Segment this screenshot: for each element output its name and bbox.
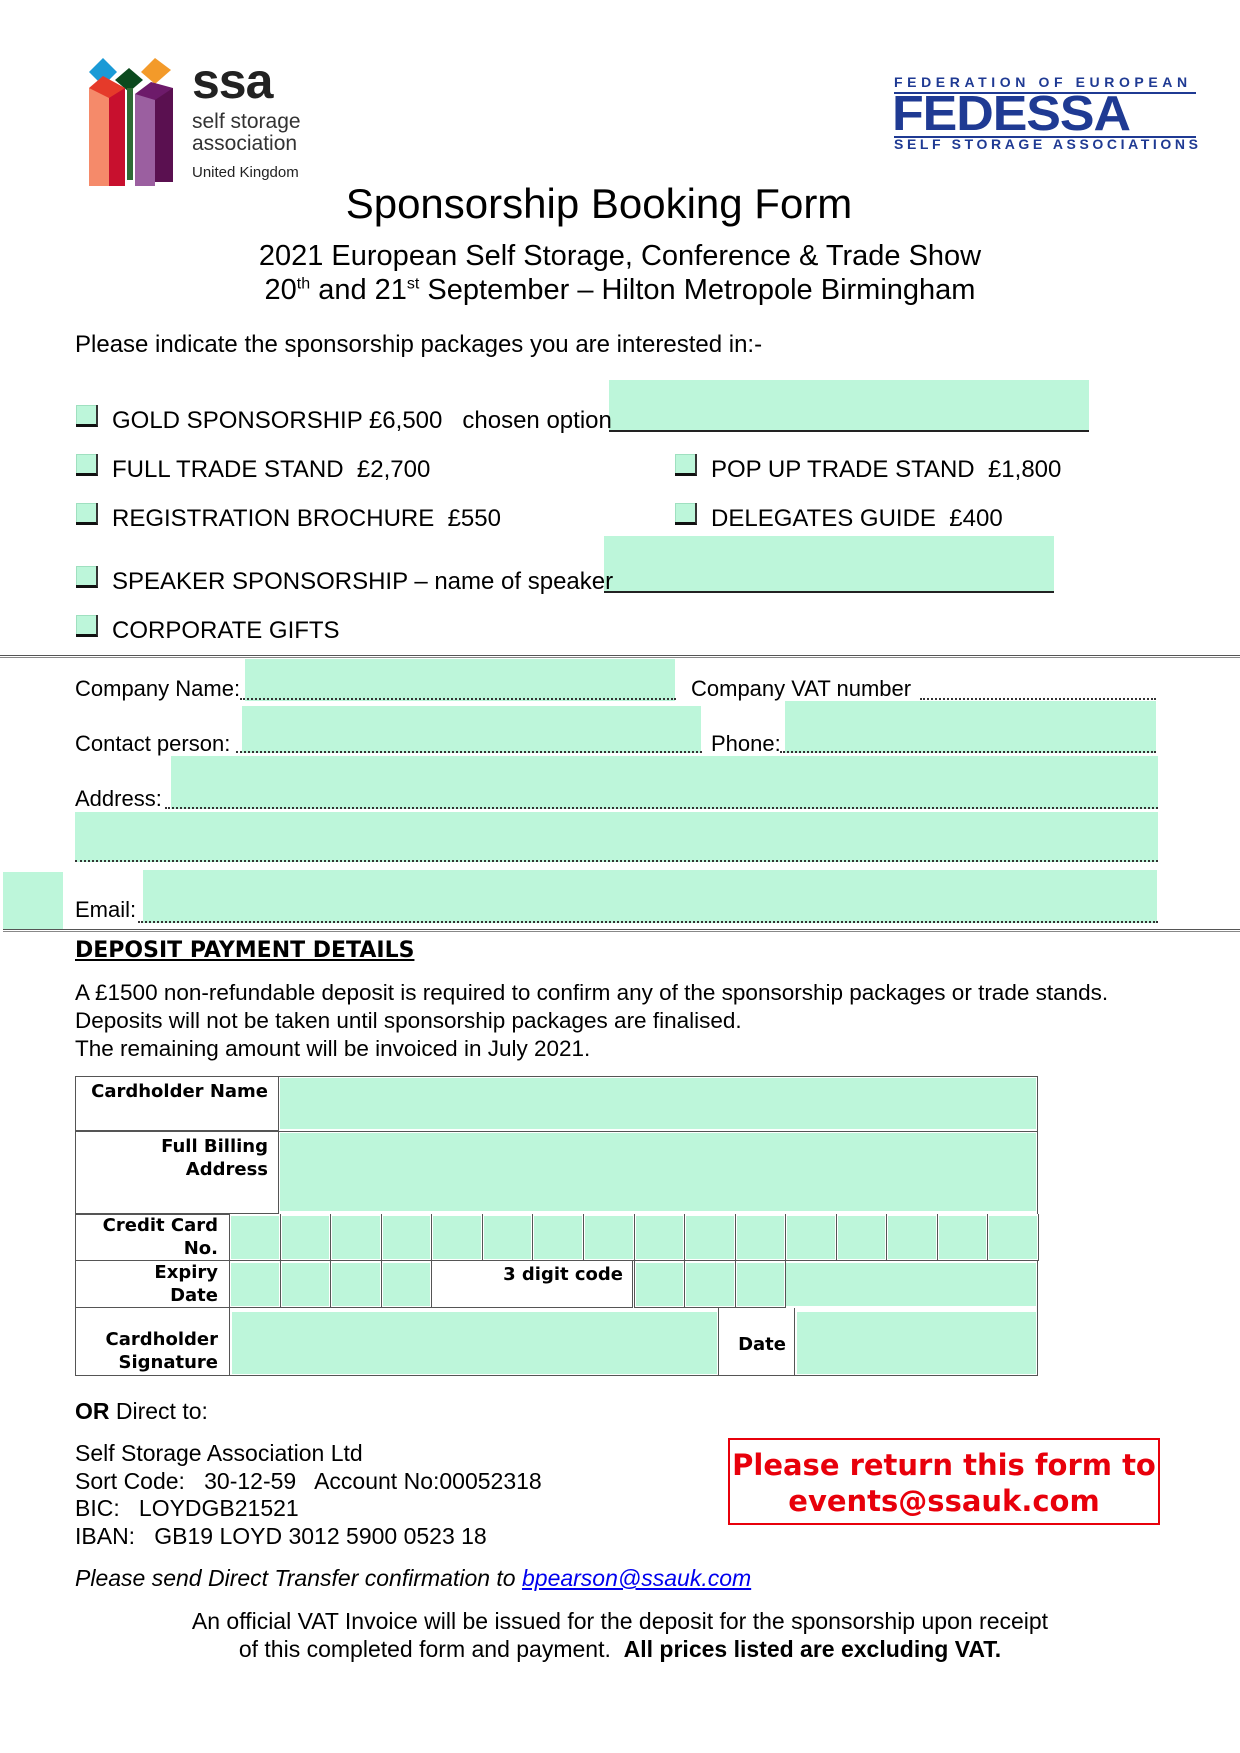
card-digit-input[interactable] xyxy=(282,1216,330,1259)
or-direct xyxy=(75,1398,208,1425)
full-trade-label: FULL TRADE STAND £2,700 xyxy=(112,456,431,483)
ssa-logo xyxy=(89,53,309,190)
bank-account-name: Self Storage Association Ltd xyxy=(75,1440,363,1466)
page-title: Sponsorship Booking Form xyxy=(345,180,853,227)
card-digit-input[interactable] xyxy=(636,1216,684,1259)
expiry-digit-input[interactable] xyxy=(282,1263,330,1306)
or-label: OR xyxy=(75,1398,110,1424)
expiry-digit-input[interactable] xyxy=(383,1263,431,1306)
card-digit-input[interactable] xyxy=(838,1216,886,1259)
card-digit-input[interactable] xyxy=(433,1216,481,1259)
card-digit-input[interactable] xyxy=(787,1216,835,1259)
signature-label-1: Cardholder xyxy=(105,1329,218,1350)
card-digit-input[interactable] xyxy=(383,1216,431,1259)
card-label-2: No. xyxy=(183,1238,218,1259)
address-label: Address: xyxy=(75,786,162,811)
company-name-input[interactable] xyxy=(245,659,675,701)
confirmation-email-link[interactable]: bpearson@ssauk.com xyxy=(521,1565,752,1591)
event-subtitle: 2021 European Self Storage, Conference & Trade Show xyxy=(258,240,982,272)
security-code-label: 3 digit code xyxy=(503,1264,623,1285)
deposit-line3: The remaining amount will be invoiced in July 2021. xyxy=(75,1036,591,1061)
confirmation-note xyxy=(75,1565,751,1592)
expiry-digit-input[interactable] xyxy=(332,1263,380,1306)
phone-label: Phone: xyxy=(711,731,781,756)
bank-bic: BIC: LOYDGB21521 xyxy=(75,1495,299,1521)
footer-line2-text: of this completed form and payment. xyxy=(238,1636,624,1662)
billing-address-input[interactable] xyxy=(280,1133,1036,1211)
sup-a: th xyxy=(296,275,311,293)
gold-checkbox[interactable] xyxy=(76,405,98,427)
security-code-digit-input[interactable] xyxy=(636,1263,684,1306)
guide-label: DELEGATES GUIDE £400 xyxy=(711,505,1003,532)
card-label-1: Credit Card xyxy=(102,1215,218,1236)
event-dates xyxy=(0,274,1240,307)
card-digit-input[interactable] xyxy=(737,1216,785,1259)
speaker-label: SPEAKER SPONSORSHIP – name of speaker xyxy=(112,568,614,595)
popup-label: POP UP TRADE STAND £1,800 xyxy=(711,456,1062,483)
date-c: September – Hilton Metropole Birmingham xyxy=(419,274,976,306)
return-email[interactable]: events@ssauk.com xyxy=(788,1484,1100,1518)
deposit-line2: Deposits will not be taken until sponsorship packages are finalised. xyxy=(75,1008,742,1033)
gold-label xyxy=(112,407,612,435)
card-digit-input[interactable] xyxy=(484,1216,532,1259)
side-field[interactable] xyxy=(3,872,63,930)
cardholder-name-label: Cardholder Name xyxy=(91,1081,268,1102)
ssa-wordmark: ssa xyxy=(192,53,273,109)
security-code-digit-input[interactable] xyxy=(686,1263,734,1306)
card-digit-input[interactable] xyxy=(989,1216,1037,1259)
contact-person-input[interactable] xyxy=(242,706,701,753)
return-line1: Please return this form to xyxy=(732,1448,1156,1482)
expiry-extra-input[interactable] xyxy=(786,1263,1036,1306)
direct-label: Direct to: xyxy=(109,1398,208,1424)
gifts-label: CORPORATE GIFTS xyxy=(112,617,340,644)
card-number-label xyxy=(80,1214,218,1260)
brochure-label: REGISTRATION BROCHURE £550 xyxy=(112,505,501,532)
brochure-checkbox[interactable] xyxy=(76,503,98,525)
fedessa-wordmark: FEDESSA xyxy=(892,87,1130,141)
card-digit-input[interactable] xyxy=(585,1216,633,1259)
vat-label: Company VAT number xyxy=(691,676,912,701)
ssa-line2: association xyxy=(192,132,298,155)
phone-input[interactable] xyxy=(785,701,1156,753)
footer-line1: An official VAT Invoice will be issued for the deposit for the sponsorship upon receipt xyxy=(191,1608,1049,1634)
expiry-label-2: Date xyxy=(170,1285,218,1306)
fedessa-logo xyxy=(894,74,1200,154)
address-input-2[interactable] xyxy=(75,812,1158,862)
speaker-checkbox[interactable] xyxy=(76,566,98,588)
signature-label-2: Signature xyxy=(118,1352,218,1373)
deposit-line1: A £1500 non-refundable deposit is required to confirm any of the sponsorship packages or trade stands. xyxy=(75,980,1109,1005)
security-code-digit-input[interactable] xyxy=(737,1263,785,1306)
speaker-name-input[interactable] xyxy=(604,536,1054,593)
expiry-label-1: Expiry xyxy=(154,1262,218,1283)
contact-label: Contact person: xyxy=(75,731,231,756)
signature-label xyxy=(80,1328,218,1374)
sup-b: st xyxy=(406,275,420,293)
vat-notice: All prices listed are excluding VAT. xyxy=(623,1636,1002,1662)
gifts-checkbox[interactable] xyxy=(76,615,98,637)
date-a: 20 xyxy=(264,274,297,306)
confirmation-text: Please send Direct Transfer confirmation to xyxy=(75,1565,522,1591)
date-input[interactable] xyxy=(797,1312,1036,1374)
email-label: Email: xyxy=(75,897,137,922)
date-b: and 21 xyxy=(310,274,407,306)
cardholder-name-input[interactable] xyxy=(280,1078,1036,1129)
divider xyxy=(0,655,1240,658)
full-trade-checkbox[interactable] xyxy=(76,454,98,476)
card-digit-input[interactable] xyxy=(939,1216,987,1259)
ssa-line3: United Kingdom xyxy=(192,164,299,181)
gold-option-input[interactable] xyxy=(609,380,1089,432)
guide-checkbox[interactable] xyxy=(675,503,697,525)
expiry-digit-input[interactable] xyxy=(231,1263,279,1306)
address-input-1[interactable] xyxy=(171,756,1158,809)
bank-iban: IBAN: GB19 LOYD 3012 5900 0523 18 xyxy=(75,1523,487,1549)
return-box xyxy=(728,1438,1160,1525)
card-digit-input[interactable] xyxy=(332,1216,380,1259)
signature-input[interactable] xyxy=(232,1312,717,1374)
packages-intro: Please indicate the sponsorship packages you are interested in:- xyxy=(75,331,763,358)
card-digit-input[interactable] xyxy=(231,1216,279,1259)
fedessa-top: FEDERATION OF EUROPEAN xyxy=(894,74,1192,90)
gold-text: GOLD SPONSORSHIP £6,500 xyxy=(112,407,443,434)
vat-input[interactable] xyxy=(920,698,1156,700)
bank-sort-code: Sort Code: 30-12-59 Account No:00052318 xyxy=(75,1468,542,1494)
popup-checkbox[interactable] xyxy=(675,454,697,476)
date-label: Date xyxy=(738,1334,786,1355)
gold-option-label: chosen option xyxy=(462,407,612,434)
email-input[interactable] xyxy=(143,870,1157,923)
company-label: Company Name: xyxy=(75,676,241,701)
divider-2 xyxy=(3,929,1240,932)
expiry-label xyxy=(80,1261,218,1307)
ssa-cubes-icon xyxy=(89,58,181,188)
card-digit-input[interactable] xyxy=(534,1216,582,1259)
card-digit-input[interactable] xyxy=(888,1216,936,1259)
footer-line2 xyxy=(0,1636,1240,1663)
card-digit-input[interactable] xyxy=(686,1216,734,1259)
fedessa-bottom: SELF STORAGE ASSOCIATIONS xyxy=(894,136,1202,152)
ssa-line1: self storage xyxy=(192,110,301,133)
deposit-heading: DEPOSIT PAYMENT DETAILS xyxy=(75,938,415,963)
billing-address-label: Full Billing Address xyxy=(161,1136,268,1180)
